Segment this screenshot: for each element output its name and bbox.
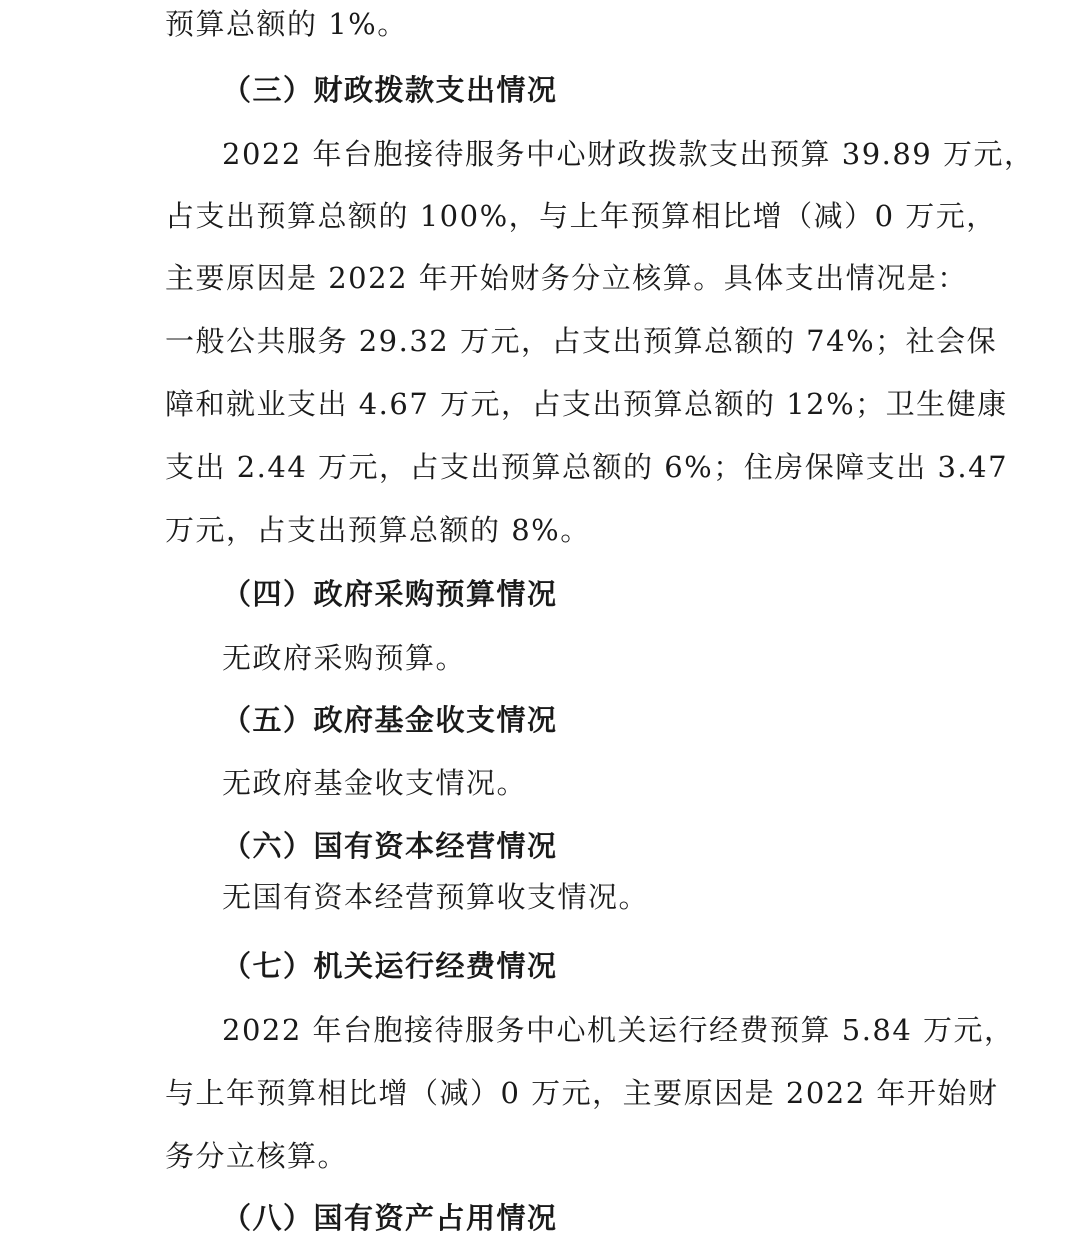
text-line: 无政府基金收支情况。 xyxy=(222,766,528,800)
text-line: 务分立核算。 xyxy=(165,1139,349,1173)
text-line: 主要原因是 2022 年开始财务分立核算。具体支出情况是： xyxy=(165,261,968,295)
text-line: 与上年预算相比增（减）0 万元，主要原因是 2022 年开始财 xyxy=(165,1076,999,1110)
section-heading-8: （八）国有资产占用情况 xyxy=(222,1201,558,1235)
text-line: 万元，占支出预算总额的 8%。 xyxy=(165,513,591,547)
section-heading-4: （四）政府采购预算情况 xyxy=(222,577,558,611)
section-heading-3: （三）财政拨款支出情况 xyxy=(222,73,558,107)
text-line: 2022 年台胞接待服务中心财政拨款支出预算 39.89 万元， xyxy=(222,137,1035,171)
text-line: 2022 年台胞接待服务中心机关运行经费预算 5.84 万元， xyxy=(222,1013,1015,1047)
text-line: 预算总额的 1%。 xyxy=(165,7,408,41)
section-heading-5: （五）政府基金收支情况 xyxy=(222,703,558,737)
text-line: 无政府采购预算。 xyxy=(222,641,467,675)
text-line: 支出 2.44 万元，占支出预算总额的 6%；住房保障支出 3.47 xyxy=(165,450,1009,484)
text-line: 占支出预算总额的 100%，与上年预算相比增（减）0 万元， xyxy=(165,199,997,233)
text-line: 障和就业支出 4.67 万元，占支出预算总额的 12%；卫生健康 xyxy=(165,387,1008,421)
text-line: 一般公共服务 29.32 万元，占支出预算总额的 74%；社会保 xyxy=(165,324,998,358)
section-heading-6: （六）国有资本经营情况 xyxy=(222,829,558,863)
text-line: 无国有资本经营预算收支情况。 xyxy=(222,880,650,914)
section-heading-7: （七）机关运行经费情况 xyxy=(222,949,558,983)
